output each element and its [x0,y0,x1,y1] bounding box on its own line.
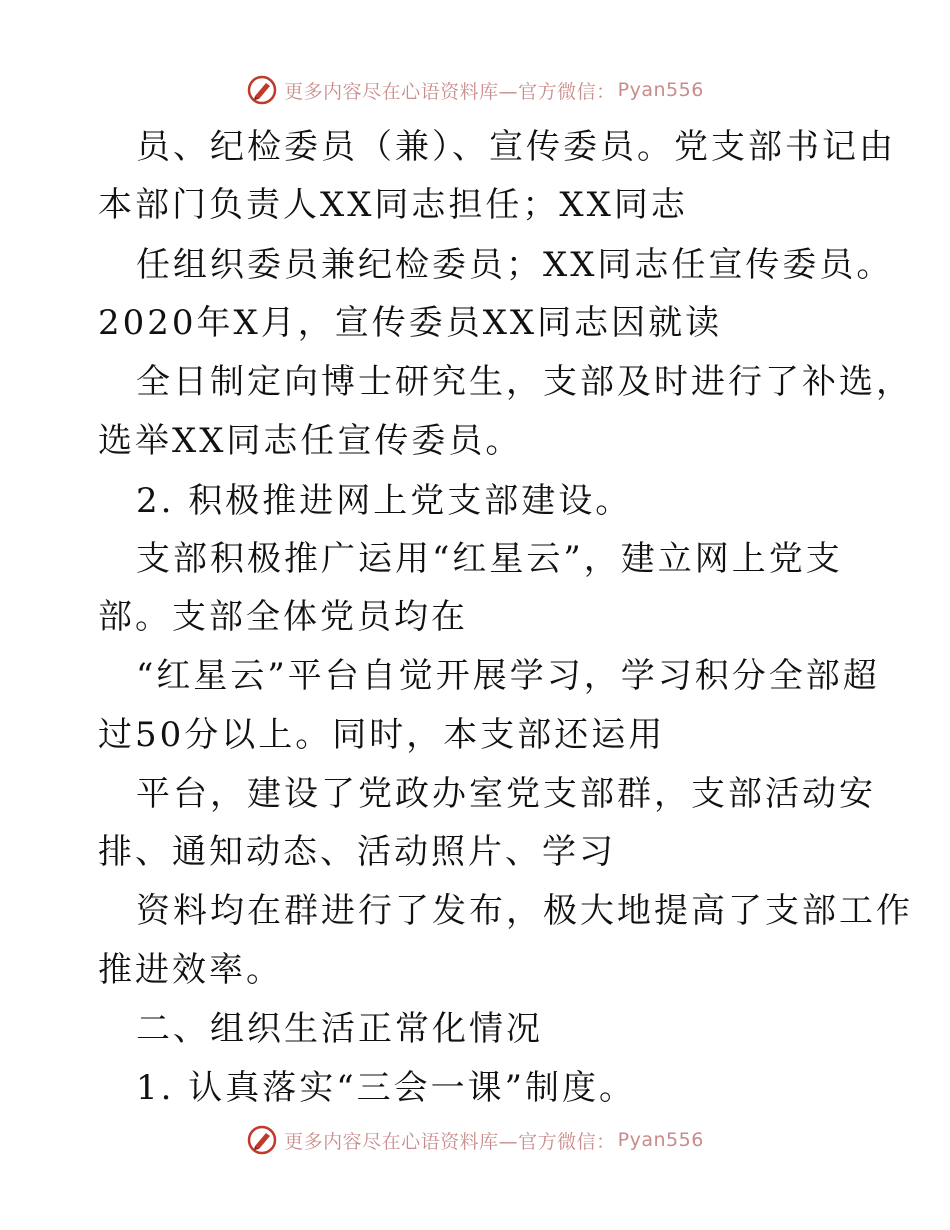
text-line: 平台，建设了党政办室党支部群，支部活动安 [136,774,876,814]
text-line: 推进效率。 [98,950,283,990]
text-line: 资料均在群进行了发布，极大地提高了支部工作 [136,891,913,931]
text-line: 排、通知动态、活动照片、学习 [98,832,616,872]
pen-circle-logo-icon [246,1124,278,1156]
text-line: 支部积极推广运用“红星云”，建立网上党支 [136,539,843,579]
section-heading: 1. 认真落实“三会一课”制度。 [136,1068,637,1108]
text-line: “红星云”平台自觉开展学习，学习积分全部超 [136,656,880,696]
text-line: 全日制定向博士研究生，支部及时进行了补选， [136,362,913,402]
footer-watermark [0,1120,950,1160]
text-line: 选举XX同志任宣传委员。 [98,421,523,461]
text-line: 部。支部全体党员均在 [98,597,468,637]
watermark-text: 更多内容尽在心语资料库—官方微信： [284,80,616,103]
text-line: 任组织委员兼纪检委员；XX同志任宣传委员。 [136,245,894,285]
watermark-wechat-id: Pyan556 [617,79,704,101]
text-line: 2020年X月，宣传委员XX同志因就读 [98,303,723,343]
watermark-text: 更多内容尽在心语资料库—官方微信： [284,1130,616,1153]
text-line: 过50分以上。同时，本支部还运用 [98,715,666,755]
section-heading: 二、组织生活正常化情况 [136,1009,543,1049]
text-line: 员、纪检委员（兼）、宣传委员。党支部书记由 [136,127,896,167]
pen-circle-logo-icon [246,74,278,106]
header-watermark [0,70,950,110]
text-line: 本部门负责人XX同志担任；XX同志 [98,185,688,225]
watermark-wechat-id: Pyan556 [617,1129,704,1151]
section-heading: 2. 积极推进网上党支部建设。 [136,481,633,521]
